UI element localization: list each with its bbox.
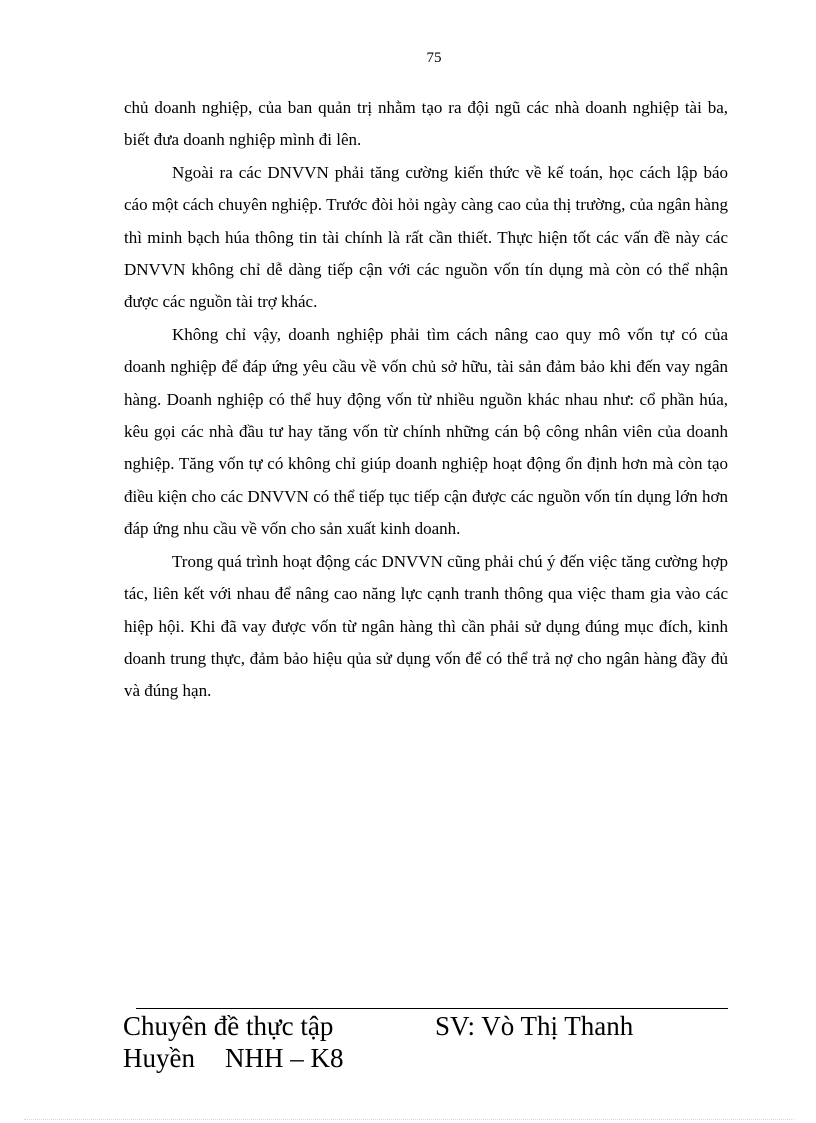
paragraph-1: chủ doanh nghiệp, của ban quản trị nhằm tạo ra đội ngũ các nhà doanh nghiệp tài ba, biết đưa doanh nghiệp mình đi lên. <box>124 98 728 150</box>
page-edge <box>24 1119 794 1120</box>
page-footer <box>123 1010 743 1074</box>
footer-student: SV: Vò Thị Thanh <box>435 1011 634 1041</box>
footer-title: Chuyên đề thực tập <box>123 1011 334 1041</box>
document-body <box>124 92 728 708</box>
footer-divider <box>136 1008 728 1009</box>
footer-student-name-end: Huyền <box>123 1043 195 1073</box>
page-number: 75 <box>426 50 442 66</box>
footer-line-2 <box>123 1042 743 1074</box>
paragraph-2: Ngoài ra các DNVVN phải tăng cường kiến thức về kế toán, học cách lập báo cáo một cách chuyên nghiệp. Trước đòi hỏi ngày càng cao của thị trường, của ngân hàng thì minh bạch húa thông tin tài chính là rất cần thiết. Thực hiện tốt các vấn đề này các DNVVN không chỉ dễ dàng tiếp cận với các nguồn vốn tín dụng mà còn có thể nhận được các nguồn tài trợ khác. <box>124 162 728 312</box>
footer-class: NHH – K8 <box>224 1043 344 1073</box>
paragraph-4: Trong quá trình hoạt động các DNVVN cũng phải chú ý đến việc tăng cường hợp tác, liên kết với nhau để nâng cao năng lực cạnh tranh thông qua việc tham gia vào các hiệp hội. Khi đã vay được vốn từ ngân hàng thì cần phải sử dụng đúng mục đích, kinh doanh trung thực, đảm bảo hiệu qủa sử dụng vốn để có thể trả nợ cho ngân hàng đầy đủ và đúng hạn. <box>124 551 728 701</box>
footer-line-1 <box>123 1010 743 1042</box>
paragraph-3: Không chỉ vậy, doanh nghiệp phải tìm cách nâng cao quy mô vốn tự có của doanh nghiệp để đáp ứng yêu cầu về vốn chủ sở hữu, tài sản đảm bảo khi đến vay ngân hàng. Doanh nghiệp có thể huy động vốn từ nhiều nguồn khác nhau như: cổ phần húa, kêu gọi các nhà đầu tư hay tăng vốn từ chính những cán bộ công nhân viên của doanh nghiệp. Tăng vốn tự có không chỉ giúp doanh nghiệp hoạt động ổn định hơn mà còn tạo điều kiện cho các DNVVN có thể tiếp tục tiếp cận được các nguồn vốn tín dụng lớn hơn đáp ứng nhu cầu về vốn cho sản xuất kinh doanh. <box>124 324 728 539</box>
